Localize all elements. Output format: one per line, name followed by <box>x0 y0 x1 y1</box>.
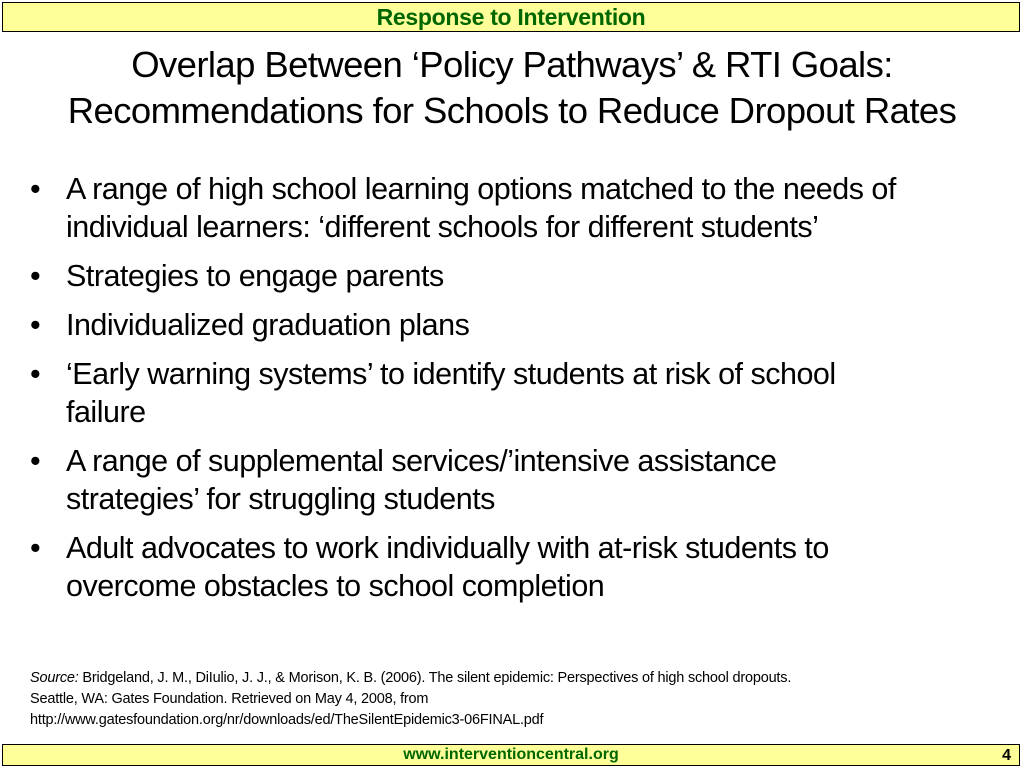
bullet-item <box>24 170 1004 246</box>
header-bar <box>2 2 1020 32</box>
bullet-icon: • <box>30 444 41 478</box>
slide-title-line-1: Overlap Between ‘Policy Pathways’ & RTI Goals: <box>131 44 893 85</box>
bullet-text-line-1: Strategies to engage parents <box>66 259 444 293</box>
source-label: Source: <box>30 670 79 686</box>
bullet-item <box>24 355 1004 431</box>
source-line-1 <box>30 668 980 689</box>
bullet-text-line-1: Adult advocates to work individually with at-risk students to <box>66 531 829 565</box>
bullet-text-line-2: failure <box>66 395 146 429</box>
source-citation <box>30 668 980 731</box>
bullet-text-line-1: Individualized graduation plans <box>66 308 470 342</box>
bullet-icon: • <box>30 357 41 391</box>
source-text-1: Bridgeland, J. M., DiIulio, J. J., & Morison, K. B. (2006). The silent epidemic: Perspectives of high school dropouts. <box>82 670 792 686</box>
bullet-text-line-2: individual learners: ‘different schools for different students’ <box>66 210 819 244</box>
source-url[interactable]: http://www.gatesfoundation.org/nr/downloads/ed/TheSilentEpidemic3-06FINAL.pdf <box>30 712 544 728</box>
page-number: 4 <box>1002 747 1011 764</box>
header-title: Response to Intervention <box>376 3 646 30</box>
bullet-icon: • <box>30 172 41 206</box>
footer-bar <box>2 744 1020 766</box>
bullet-icon: • <box>30 259 41 293</box>
source-line-2: Seattle, WA: Gates Foundation. Retrieved on May 4, 2008, from <box>30 691 429 707</box>
bullet-text-line-2: overcome obstacles to school completion <box>66 569 605 603</box>
slide-title <box>0 42 1024 134</box>
bullet-item <box>24 442 1004 518</box>
bullet-icon: • <box>30 531 41 565</box>
bullet-item <box>24 529 1004 605</box>
bullet-text-line-1: ‘Early warning systems’ to identify students at risk of school <box>66 357 836 391</box>
footer-url-link[interactable]: www.interventioncentral.org <box>403 746 619 763</box>
bullet-item <box>24 257 1004 295</box>
bullet-text-line-2: strategies’ for struggling students <box>66 482 495 516</box>
bullet-text-line-1: A range of high school learning options matched to the needs of <box>66 172 896 206</box>
bullet-list <box>24 170 1004 616</box>
bullet-icon: • <box>30 308 41 342</box>
bullet-text-line-1: A range of supplemental services/’intensive assistance <box>66 444 777 478</box>
bullet-item <box>24 306 1004 344</box>
slide-title-line-2: Recommendations for Schools to Reduce Dropout Rates <box>67 90 957 131</box>
